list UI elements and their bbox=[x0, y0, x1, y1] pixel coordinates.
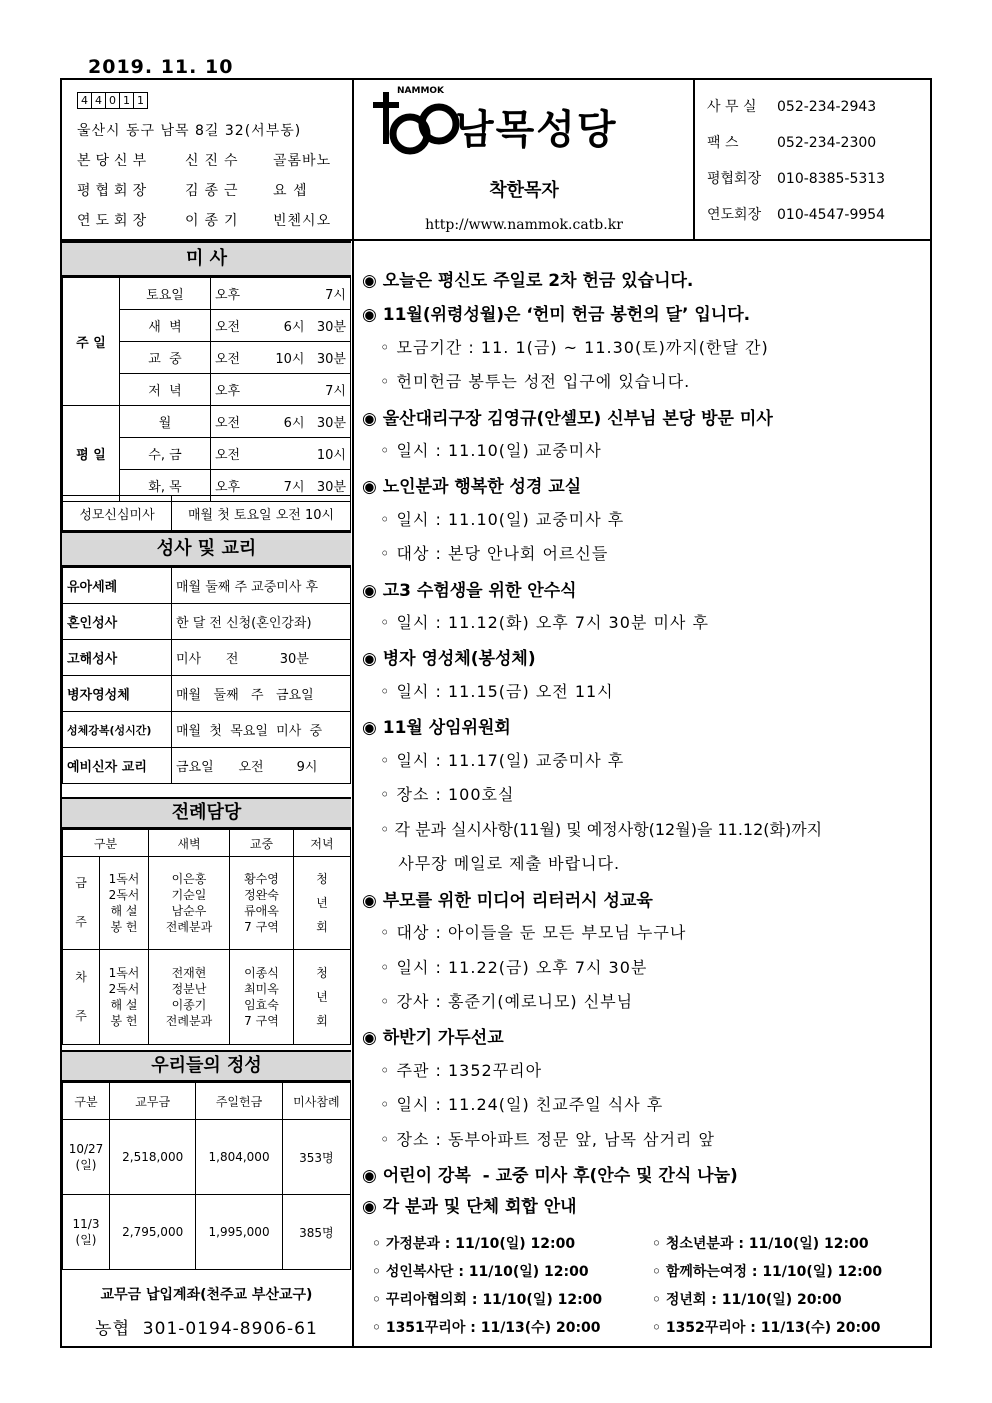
notice-title: ◉ 각 분과 및 단체 회합 안내 bbox=[362, 1197, 577, 1217]
offering-attendance: 353명 bbox=[282, 1120, 350, 1195]
contact-requiem: 연도회장 010-4547-9954 bbox=[707, 207, 886, 223]
mass-ampm: 오전 bbox=[211, 342, 254, 374]
mass-day: 수, 금 bbox=[120, 438, 211, 470]
notice-detail: ◦ 일시 : 11.10(일) 교중미사 bbox=[380, 441, 602, 460]
offering-sunday: 1,995,000 bbox=[196, 1195, 282, 1270]
contact-council: 평협회장 010-8385-5313 bbox=[707, 171, 886, 187]
meeting-item: ◦ 성인복사단 : 11/10(일) 12:00 bbox=[372, 1264, 589, 1280]
sacrament-name: 병자영성체 bbox=[63, 676, 172, 712]
offering-header: 구분 bbox=[63, 1083, 110, 1120]
mass-ampm: 오후 bbox=[211, 470, 254, 502]
liturgy-dawn: 전재현 정분난 이종기 전례분과 bbox=[149, 950, 230, 1045]
mass-day: 화, 목 bbox=[120, 470, 211, 502]
notice-detail: ◦ 강사 : 홍준기(예로니모) 신부님 bbox=[380, 992, 634, 1011]
account-number: 농협 301-0194-8906-61 bbox=[95, 1319, 318, 1339]
offering-header: 미사참례 bbox=[282, 1083, 350, 1120]
sacrament-table bbox=[62, 567, 351, 784]
weekday-label: 평 일 bbox=[63, 406, 120, 502]
notice-detail: ◦ 일시 : 11.17(일) 교중미사 후 bbox=[380, 751, 625, 770]
liturgy-header: 저녁 bbox=[294, 830, 351, 857]
meeting-item: ◦ 꾸리아협의회 : 11/10(일) 12:00 bbox=[372, 1292, 603, 1308]
notice-detail: ◦ 각 분과 실시사항(11월) 및 예정사항(12월)을 11.12(화)까지 bbox=[380, 820, 823, 839]
parish-name: 남목성당 bbox=[455, 107, 618, 153]
offering-tithe: 2,518,000 bbox=[110, 1120, 196, 1195]
meeting-item: ◦ 청소년분과 : 11/10(일) 12:00 bbox=[652, 1236, 869, 1252]
parish-logo bbox=[355, 80, 693, 240]
pastor-row: 본당신부 신진수 골롬바노 bbox=[77, 153, 332, 169]
offering-title: 우리들의 정성 bbox=[62, 1050, 351, 1082]
bulletin-date: 2019. 11. 10 bbox=[88, 56, 234, 78]
meeting-item: ◦ 정년회 : 11/10(일) 20:00 bbox=[652, 1292, 842, 1308]
notice-title: ◉ 병자 영성체(봉성체) bbox=[362, 649, 536, 669]
mass-ampm: 오후 bbox=[211, 374, 254, 406]
liturgy-header: 교중 bbox=[229, 830, 293, 857]
sunday-label: 주 일 bbox=[63, 278, 120, 406]
zip-digit: 1 bbox=[137, 94, 144, 107]
requiem-row: 연도회장 이종기 빈첸시오 bbox=[77, 213, 332, 229]
offering-header: 주일헌금 bbox=[196, 1083, 282, 1120]
week-label: 금 주 bbox=[63, 857, 100, 950]
mass-time: 7시 30분 bbox=[253, 470, 351, 502]
zip-code bbox=[77, 92, 148, 109]
notice-detail: ◦ 대상 : 아이들을 둔 모든 부모님 누구나 bbox=[380, 923, 687, 942]
address: 울산시 동구 남목 8길 32(서부동) bbox=[77, 123, 302, 139]
notice-title: ◉ 울산대리구장 김영규(안셀모) 신부님 본당 방문 미사 bbox=[362, 409, 773, 429]
offering-date: 11/3 (일) bbox=[63, 1195, 110, 1270]
notice-title: ◉ 부모를 위한 미디어 리터러시 성교육 bbox=[362, 891, 653, 911]
mass-title: 미 사 bbox=[62, 241, 351, 277]
mass-day: 월 bbox=[120, 406, 211, 438]
mass-ampm: 오전 bbox=[211, 438, 254, 470]
sacrament-time: 미사 전 30분 bbox=[172, 640, 351, 676]
zip-digit: 0 bbox=[106, 93, 120, 108]
mass-day: 저 녁 bbox=[120, 374, 211, 406]
sacrament-name: 유아세례 bbox=[63, 568, 172, 604]
mass-day: 교 중 bbox=[120, 342, 211, 374]
liturgy-evening: 청 년 회 bbox=[294, 950, 351, 1045]
marian-mass-label: 성모신심미사 bbox=[63, 496, 172, 531]
sacrament-title: 성사 및 교리 bbox=[62, 531, 351, 567]
sacrament-name: 예비신자 교리 bbox=[63, 748, 172, 784]
offering-date: 10/27 (일) bbox=[63, 1120, 110, 1195]
sacrament-time: 매월 첫 목요일 미사 중 bbox=[172, 712, 351, 748]
logo-small-text: NAMMOK bbox=[397, 86, 445, 96]
bulletin-subtitle: 착한목자 bbox=[489, 180, 559, 201]
notice-title: ◉ 11월 상임위원회 bbox=[362, 718, 511, 738]
offering-tithe: 2,795,000 bbox=[110, 1195, 196, 1270]
liturgy-title: 전례담당 bbox=[62, 797, 351, 829]
notice-detail: ◦ 헌미헌금 봉투는 성전 입구에 있습니다. bbox=[380, 372, 691, 391]
notice-detail: ◦ 모금기간 : 11. 1(금) ~ 11.30(토)까지(한달 간) bbox=[380, 338, 769, 357]
zip-digit: 1 bbox=[120, 93, 134, 108]
mass-time: 10시 30분 bbox=[253, 342, 351, 374]
cross-69-icon bbox=[365, 86, 465, 166]
zip-digit: 4 bbox=[78, 93, 92, 108]
council-row: 평협회장 김종근 요 셉 bbox=[77, 183, 308, 199]
week-label: 차 주 bbox=[63, 950, 100, 1045]
notice-detail: ◦ 일시 : 11.24(일) 친교주일 식사 후 bbox=[380, 1095, 664, 1114]
notice-title: ◉ 하반기 가두선교 bbox=[362, 1028, 504, 1048]
liturgy-evening: 청 년 회 bbox=[294, 857, 351, 950]
notice-detail: ◦ 일시 : 11.10(일) 교중미사 후 bbox=[380, 510, 625, 529]
liturgy-table bbox=[62, 829, 351, 1045]
notice-detail: ◦ 대상 : 본당 안나회 어르신들 bbox=[380, 544, 609, 563]
sacrament-time: 금요일 오전 9시 bbox=[172, 748, 351, 784]
notice-title: ◉ 오늘은 평신도 주일로 2차 헌금 있습니다. bbox=[362, 271, 694, 291]
mass-ampm: 오후 bbox=[211, 278, 254, 310]
meeting-item: ◦ 1352꾸리아 : 11/13(수) 20:00 bbox=[652, 1320, 881, 1336]
mass-day: 새 벽 bbox=[120, 310, 211, 342]
offering-header: 교무금 bbox=[110, 1083, 196, 1120]
meeting-item: ◦ 가정분과 : 11/10(일) 12:00 bbox=[372, 1236, 576, 1252]
liturgy-header: 새벽 bbox=[149, 830, 230, 857]
meeting-item: ◦ 함께하는여정 : 11/10(일) 12:00 bbox=[652, 1264, 883, 1280]
liturgy-roles: 1독서 2독서 해 설 봉 헌 bbox=[100, 857, 149, 950]
mass-ampm: 오전 bbox=[211, 310, 254, 342]
sacrament-name: 혼인성사 bbox=[63, 604, 172, 640]
liturgy-roles: 1독서 2독서 해 설 봉 헌 bbox=[100, 950, 149, 1045]
mass-time: 7시 bbox=[253, 374, 351, 406]
notice-title: ◉ 노인분과 행복한 성경 교실 bbox=[362, 477, 582, 497]
notice-detail: ◦ 장소 : 100호실 bbox=[380, 785, 515, 804]
sacrament-time: 매월 둘째 주 교중미사 후 bbox=[172, 568, 351, 604]
marian-mass-table bbox=[62, 495, 351, 531]
mass-time: 10시 bbox=[253, 438, 351, 470]
sacrament-name: 성체강복(성시간) bbox=[63, 712, 172, 748]
mass-time: 7시 bbox=[253, 278, 351, 310]
contact-fax: 팩 스 052-234-2300 bbox=[707, 135, 877, 151]
liturgy-main: 이종식 최미옥 임효숙 7 구역 bbox=[229, 950, 293, 1045]
meeting-item: ◦ 1351꾸리아 : 11/13(수) 20:00 bbox=[372, 1320, 601, 1336]
notice-title: ◉ 11월(위령성월)은 ‘헌미 헌금 봉헌의 달’ 입니다. bbox=[362, 305, 751, 325]
offering-sunday: 1,804,000 bbox=[196, 1120, 282, 1195]
mass-table bbox=[62, 277, 351, 502]
liturgy-main: 황수영 정완숙 류애옥 7 구역 bbox=[229, 857, 293, 950]
sacrament-time: 매월 둘째 주 금요일 bbox=[172, 676, 351, 712]
notice-detail: ◦ 주관 : 1352꾸리아 bbox=[380, 1061, 543, 1080]
liturgy-dawn: 이은홍 기순일 남순우 전례분과 bbox=[149, 857, 230, 950]
account-title: 교무금 납입계좌(천주교 부산교구) bbox=[100, 1287, 313, 1303]
mass-time: 6시 30분 bbox=[253, 406, 351, 438]
contact-office: 사 무 실 052-234-2943 bbox=[707, 99, 877, 115]
parish-url[interactable]: http://www.nammok.catb.kr bbox=[425, 217, 623, 233]
notice-title: ◉ 어린이 강복 - 교중 미사 후(안수 및 간식 나눔) bbox=[362, 1166, 738, 1186]
marian-mass-time: 매월 첫 토요일 오전 10시 bbox=[172, 496, 351, 531]
mass-time: 6시 30분 bbox=[253, 310, 351, 342]
header-divider bbox=[693, 78, 695, 240]
mass-day: 토요일 bbox=[120, 278, 211, 310]
parish-info bbox=[62, 80, 353, 240]
notice-detail: ◦ 일시 : 11.22(금) 오후 7시 30분 bbox=[380, 958, 648, 977]
offering-table bbox=[62, 1082, 351, 1270]
offering-attendance: 385명 bbox=[282, 1195, 350, 1270]
mass-ampm: 오전 bbox=[211, 406, 254, 438]
zip-digit: 4 bbox=[92, 93, 106, 108]
notice-detail: ◦ 일시 : 11.15(금) 오전 11시 bbox=[380, 682, 614, 701]
notice-detail: ◦ 장소 : 동부아파트 정문 앞, 남목 삼거리 앞 bbox=[380, 1130, 715, 1149]
liturgy-header: 구분 bbox=[63, 830, 149, 857]
column-divider bbox=[352, 78, 354, 1348]
notice-detail: ◦ 일시 : 11.12(화) 오후 7시 30분 미사 후 bbox=[380, 613, 709, 632]
notice-detail: 사무장 메일로 제출 바랍니다. bbox=[380, 854, 621, 873]
sacrament-time: 한 달 전 신청(혼인강좌) bbox=[172, 604, 351, 640]
sacrament-name: 고해성사 bbox=[63, 640, 172, 676]
notice-title: ◉ 고3 수험생을 위한 안수식 bbox=[362, 581, 577, 601]
